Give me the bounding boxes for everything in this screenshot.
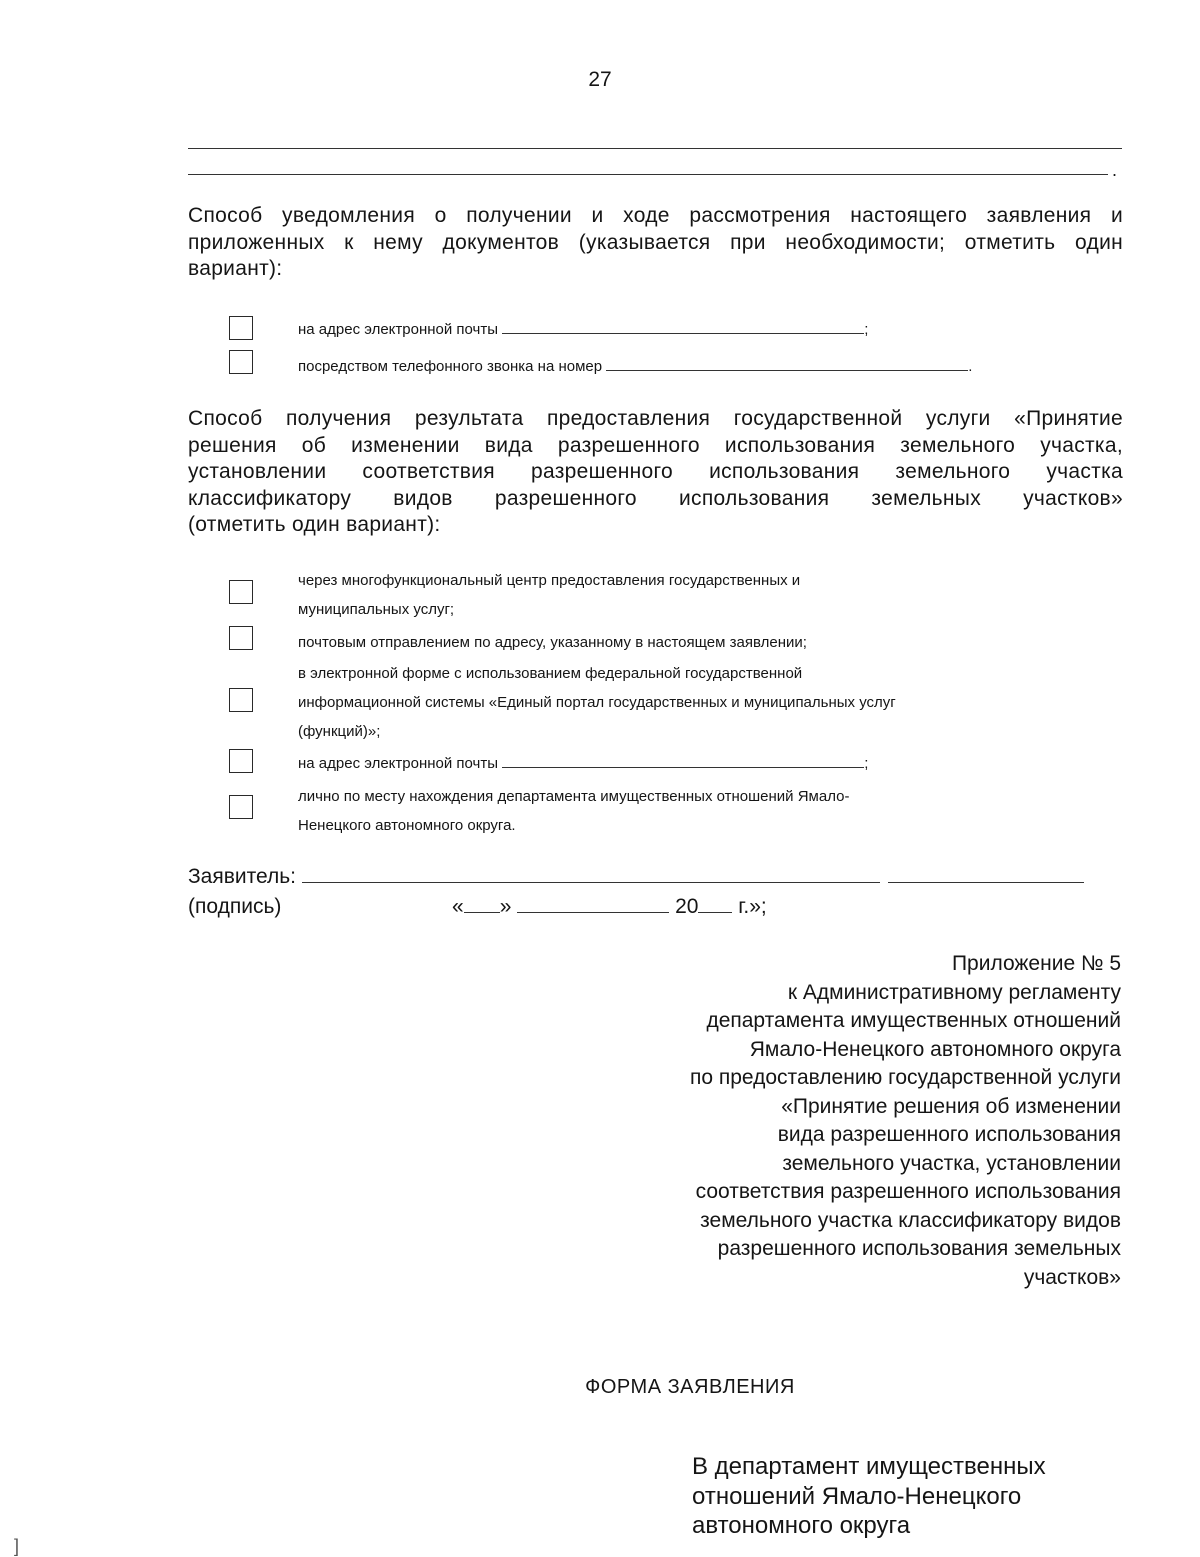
result-portal-checkbox[interactable] — [229, 688, 253, 712]
result-heading-line: решения об изменении вида разрешенного использования земельного участка, — [188, 433, 1123, 457]
year-suffix: г.»; — [738, 895, 767, 918]
option-line: почтовым отправлением по адресу, указанному в настоящем заявлении; — [298, 634, 807, 651]
blank-line — [188, 174, 1108, 175]
addressee — [692, 1452, 1162, 1541]
applicant-label: Заявитель: — [188, 865, 297, 888]
notification-heading-line: приложенных к нему документов (указывается при необходимости; отметить один — [188, 230, 1123, 254]
notification-heading — [188, 203, 1123, 283]
result-post-checkbox[interactable] — [229, 626, 253, 650]
blank-line — [188, 148, 1122, 149]
applicant-signature-blank[interactable] — [888, 866, 1084, 883]
result-personal-option — [298, 782, 849, 840]
appendix-line: участков» — [1023, 1265, 1121, 1289]
result-mfc-option — [298, 566, 800, 624]
notify-email-label: на адрес электронной почты — [298, 321, 499, 338]
appendix-header — [561, 950, 1121, 1292]
quote-close: » — [499, 895, 512, 918]
option-line: через многофункциональный центр предоставления государственных и — [298, 572, 801, 589]
result-email-option — [298, 749, 868, 778]
quote-open: « — [452, 895, 464, 918]
result-heading-line: (отметить один вариант): — [188, 513, 441, 536]
applicant-name-blank[interactable] — [302, 866, 880, 883]
result-post-option — [298, 628, 807, 657]
result-portal-option — [298, 659, 896, 746]
option-line: на адрес электронной почты — [298, 755, 499, 772]
appendix-line: земельного участка классификатору видов — [700, 1208, 1121, 1232]
appendix-line: к Административному регламенту — [787, 980, 1121, 1004]
notify-phone-label: посредством телефонного звонка на номер — [298, 358, 603, 375]
notification-heading-line: Способ уведомления о получении и ходе рассмотрения настоящего заявления и — [188, 204, 1123, 227]
appendix-line: «Принятие решения об изменении — [781, 1094, 1121, 1118]
signature-row — [188, 895, 888, 919]
result-heading-line: классификатору видов разрешенного использования земельных участков» — [188, 486, 1123, 510]
appendix-line: вида разрешенного использования — [777, 1123, 1121, 1146]
result-personal-checkbox[interactable] — [229, 795, 253, 819]
notification-heading-line: вариант): — [188, 257, 283, 280]
appendix-line: департамента имущественных отношений — [706, 1009, 1121, 1032]
year-blank[interactable] — [698, 896, 732, 913]
punctuation: . — [968, 358, 973, 375]
result-email-blank[interactable] — [502, 753, 864, 768]
addressee-line: отношений Ямало-Ненецкого — [692, 1482, 1022, 1510]
punctuation: ; — [864, 321, 869, 338]
punctuation: ; — [864, 755, 869, 772]
option-line: информационной системы «Единый портал государственных и муниципальных услуг — [298, 694, 896, 711]
appendix-line: соответствия разрешенного использования — [695, 1180, 1121, 1203]
result-heading-line: Способ получения результата предоставления государственной услуги «Принятие — [188, 407, 1123, 430]
notify-email-blank[interactable] — [502, 319, 864, 334]
notify-phone-blank[interactable] — [606, 356, 968, 371]
notify-email-checkbox[interactable] — [229, 316, 253, 340]
day-blank[interactable] — [464, 896, 500, 913]
result-mfc-checkbox[interactable] — [229, 580, 253, 604]
month-blank[interactable] — [517, 896, 669, 913]
signature-label: (подпись) — [188, 895, 282, 918]
date-field — [452, 895, 767, 919]
period-mark: . — [1112, 160, 1118, 180]
notify-email-option — [298, 315, 868, 344]
appendix-line: разрешенного использования земельных — [717, 1237, 1121, 1260]
scan-artifact: ] — [14, 1536, 20, 1556]
appendix-line: земельного участка, установлении — [782, 1151, 1121, 1175]
year-prefix: 20 — [675, 895, 699, 918]
option-line: муниципальных услуг; — [298, 601, 455, 618]
appendix-line: Приложение № 5 — [951, 952, 1121, 975]
result-email-checkbox[interactable] — [229, 749, 253, 773]
notify-phone-option — [298, 352, 972, 381]
addressee-line: В департамент имущественных — [692, 1453, 1046, 1480]
form-title: ФОРМА ЗАЯВЛЕНИЯ — [585, 1376, 795, 1398]
appendix-line: Ямало-Ненецкого автономного округа — [749, 1037, 1121, 1061]
page-number: 27 — [588, 68, 612, 91]
notify-phone-checkbox[interactable] — [229, 350, 253, 374]
addressee-line: автономного округа — [692, 1512, 911, 1539]
option-line: Ненецкого автономного округа. — [298, 817, 516, 834]
appendix-line: по предоставлению государственной услуги — [689, 1066, 1121, 1089]
result-heading — [188, 406, 1123, 539]
option-line: (функций)»; — [298, 723, 381, 740]
result-heading-line: установлении соответствия разрешенного использования земельного участка — [188, 460, 1123, 483]
applicant-row — [188, 865, 1084, 889]
option-line: лично по месту нахождения департамента имущественных отношений Ямало- — [298, 788, 850, 805]
option-line: в электронной форме с использованием федеральной государственной — [298, 665, 803, 682]
